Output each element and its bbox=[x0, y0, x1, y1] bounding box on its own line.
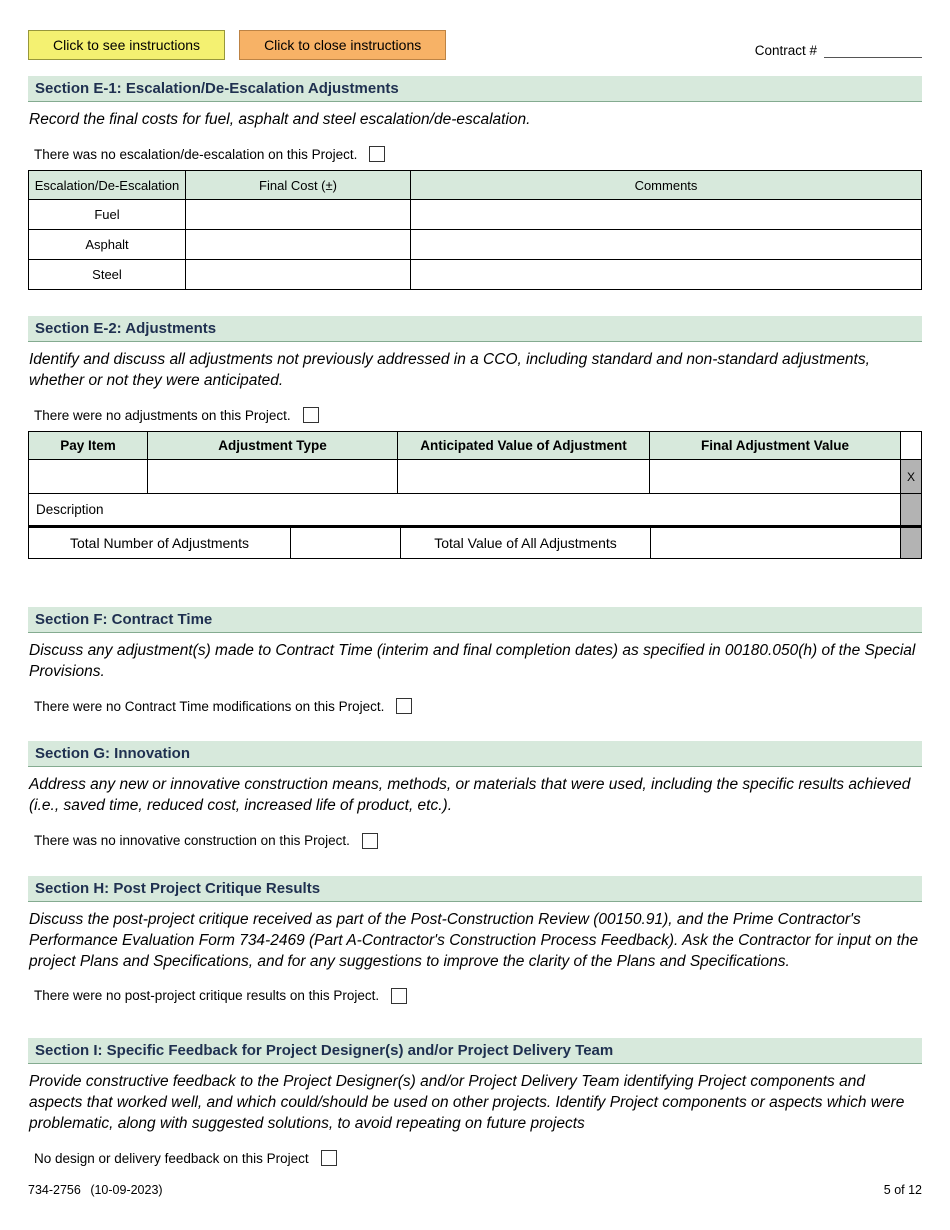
column-header: Escalation/De-Escalation bbox=[29, 171, 186, 200]
description-field[interactable]: Description bbox=[28, 494, 901, 528]
section-f-instructions: Discuss any adjustment(s) made to Contract Time (interim and final completion dates) as specified in 00180.050(h) of the Special Provisions. bbox=[29, 642, 916, 681]
section-g-checkbox[interactable] bbox=[362, 833, 378, 849]
section-i-title: Section I: Specific Feedback for Project Designer(s) and/or Project Delivery Team bbox=[28, 1038, 922, 1064]
see-instructions-button[interactable]: Click to see instructions bbox=[28, 30, 225, 60]
asphalt-final-cost-field[interactable] bbox=[186, 230, 411, 260]
adjustment-row bbox=[28, 460, 922, 494]
page-number: 5 of 12 bbox=[883, 1183, 922, 1197]
steel-final-cost-field[interactable] bbox=[186, 260, 411, 290]
page-footer bbox=[28, 1183, 922, 1197]
section-f-checkbox[interactable] bbox=[396, 698, 412, 714]
section-e2-checkline bbox=[34, 407, 922, 423]
form-number-text: 734-2756 bbox=[28, 1183, 81, 1197]
section-h-title: Section H: Post Project Critique Results bbox=[28, 876, 922, 902]
section-g-instructions: Address any new or innovative construction means, methods, or materials that were used, including the specific results achieved (i.e., saved time, reduced cost, increased life of product, etc.). bbox=[29, 776, 911, 815]
total-value-field[interactable] bbox=[651, 528, 901, 559]
section-e1-instructions: Record the final costs for fuel, asphalt and steel escalation/de-escalation. bbox=[29, 111, 531, 128]
section-f-checkline bbox=[34, 698, 922, 714]
column-header: Comments bbox=[411, 171, 922, 200]
section-i-checkbox[interactable] bbox=[321, 1150, 337, 1166]
table-row-fuel bbox=[29, 200, 922, 230]
contract-number-input[interactable] bbox=[824, 42, 922, 58]
column-header: Adjustment Type bbox=[148, 431, 398, 460]
adjustment-type-field[interactable] bbox=[148, 460, 398, 494]
section-f bbox=[28, 607, 922, 714]
escalation-table bbox=[28, 170, 922, 290]
section-e1-checkbox-label: There was no escalation/de-escalation on this Project. bbox=[34, 146, 358, 162]
table-row-asphalt bbox=[29, 230, 922, 260]
section-e2-checkbox[interactable] bbox=[303, 407, 319, 423]
spacer-cell bbox=[901, 494, 922, 528]
asphalt-comments-field[interactable] bbox=[411, 230, 922, 260]
delete-row-button[interactable]: X bbox=[901, 460, 922, 494]
section-e1 bbox=[28, 76, 922, 290]
section-g-checkline bbox=[34, 833, 922, 849]
steel-comments-field[interactable] bbox=[411, 260, 922, 290]
section-h-checkbox-label: There were no post-project critique results on this Project. bbox=[34, 988, 380, 1004]
section-e2 bbox=[28, 316, 922, 559]
spacer-cell bbox=[901, 528, 922, 559]
total-value-label: Total Value of All Adjustments bbox=[401, 528, 651, 559]
form-number bbox=[28, 1183, 169, 1197]
section-g-checkbox-label: There was no innovative construction on this Project. bbox=[34, 833, 350, 849]
description-row bbox=[28, 494, 922, 528]
section-i-instructions: Provide constructive feedback to the Project Designer(s) and/or Project Delivery Team identifying Project components and aspects that worked well, and which could/should be used on other projects. Identify Project components or aspects which were problematic, along with suggested solutions, to avoid repeating on future projects bbox=[29, 1072, 905, 1132]
adjustments-header-row bbox=[28, 431, 922, 460]
contract-number-label: Contract # bbox=[754, 43, 817, 58]
section-e2-checkbox-label: There were no adjustments on this Project. bbox=[34, 407, 291, 423]
column-header: Anticipated Value of Adjustment bbox=[398, 431, 650, 460]
section-i bbox=[28, 1038, 922, 1166]
section-e1-checkbox[interactable] bbox=[369, 146, 385, 162]
contract-number-group bbox=[755, 42, 922, 60]
section-e1-title: Section E-1: Escalation/De-Escalation Adjustments bbox=[28, 76, 922, 102]
section-e2-instructions: Identify and discuss all adjustments not previously addressed in a CCO, including standard and non-standard adjustments, whether or not they were anticipated. bbox=[29, 351, 870, 390]
row-label-asphalt: Asphalt bbox=[29, 230, 186, 260]
fuel-comments-field[interactable] bbox=[411, 200, 922, 230]
close-instructions-button[interactable]: Click to close instructions bbox=[239, 30, 446, 60]
section-i-checkline bbox=[34, 1150, 922, 1166]
column-header: Final Adjustment Value bbox=[650, 431, 901, 460]
section-f-title: Section F: Contract Time bbox=[28, 607, 922, 633]
fuel-final-cost-field[interactable] bbox=[186, 200, 411, 230]
section-i-checkbox-label: No design or delivery feedback on this Project bbox=[34, 1150, 309, 1166]
section-e1-checkline bbox=[34, 146, 922, 162]
total-number-label: Total Number of Adjustments bbox=[28, 528, 291, 559]
revision-date-text: (10-09-2023) bbox=[90, 1183, 163, 1197]
total-number-field[interactable] bbox=[291, 528, 401, 559]
top-bar bbox=[28, 30, 922, 60]
section-e2-title: Section E-2: Adjustments bbox=[28, 316, 922, 342]
totals-row bbox=[28, 528, 922, 559]
anticipated-value-field[interactable] bbox=[398, 460, 650, 494]
section-h bbox=[28, 876, 922, 1004]
column-header: Final Cost (±) bbox=[186, 171, 411, 200]
row-label-fuel: Fuel bbox=[29, 200, 186, 230]
pay-item-field[interactable] bbox=[28, 460, 148, 494]
section-g-title: Section G: Innovation bbox=[28, 741, 922, 767]
section-h-instructions: Discuss the post-project critique received as part of the Post-Construction Review (00150.91), and the Prime Contractor's Performance Evaluation Form 734-2469 (Part A-Contractor's Construction Process Feedback). Ask the Contractor for input on the project Plans and Specifications, and for any suggestions to improve the clarity of the Plans and Specifications. bbox=[29, 910, 919, 970]
section-f-checkbox-label: There were no Contract Time modifications on this Project. bbox=[34, 698, 385, 714]
escalation-table-header-row bbox=[29, 171, 922, 200]
adjustments-table bbox=[28, 431, 922, 559]
section-h-checkbox[interactable] bbox=[391, 988, 407, 1004]
spacer-cell bbox=[901, 431, 922, 460]
section-h-checkline bbox=[34, 988, 922, 1004]
column-header: Pay Item bbox=[28, 431, 148, 460]
final-value-field[interactable] bbox=[650, 460, 901, 494]
table-row-steel bbox=[29, 260, 922, 290]
section-g bbox=[28, 741, 922, 848]
row-label-steel: Steel bbox=[29, 260, 186, 290]
